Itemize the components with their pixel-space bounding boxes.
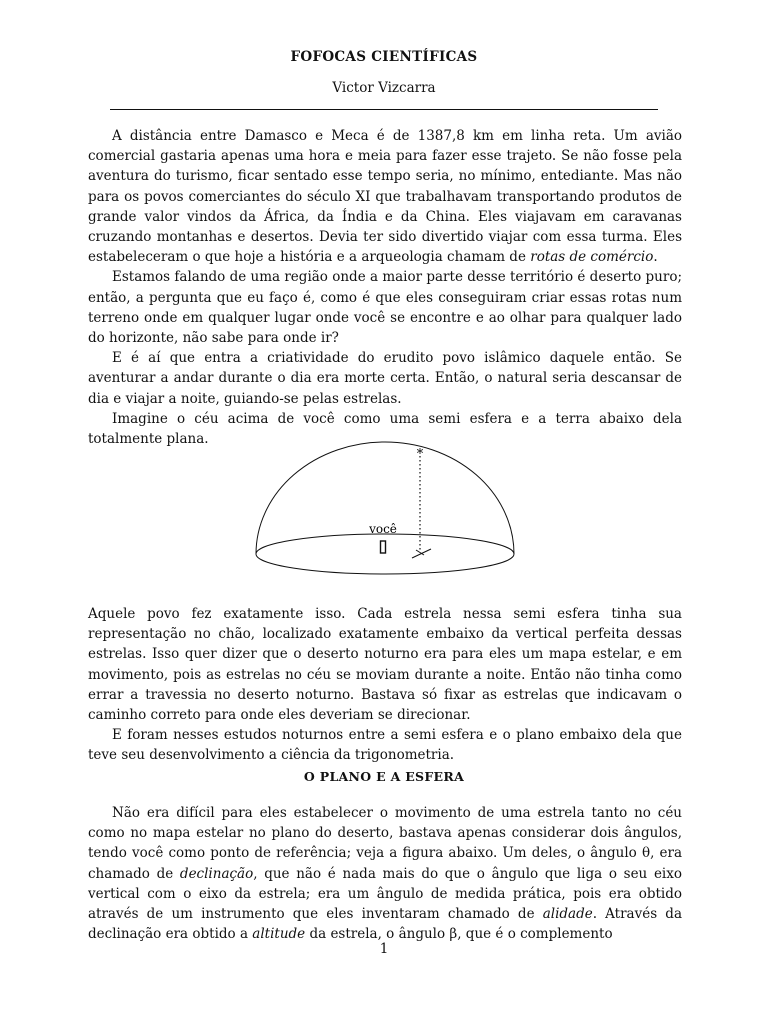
star-marker: * (416, 447, 424, 462)
emphasis-declinacao: declinação (179, 865, 254, 882)
emphasis-alidade: alidade (542, 906, 593, 923)
sky-hemisphere-arc (256, 442, 514, 554)
paragraph-7-text-d: da estrela, o ângulo β, que é o complemento (305, 926, 613, 943)
author-name: Victor Vizcarra (332, 80, 436, 96)
hemisphere-figure (250, 434, 520, 586)
title-divider (110, 109, 658, 110)
plane-sphere-section (88, 803, 682, 944)
paragraph-7 (88, 803, 682, 944)
person-label: você (369, 522, 397, 536)
emphasis-altitude: altitude (252, 926, 306, 943)
section-heading: O PLANO E A ESFERA (303, 769, 465, 784)
paragraph-7-text-a: Não era difícil para eles estabelecer o movimento de uma estrela tanto no céu como no mapa estelar no plano do deserto, bastava apenas considerar dois ângulos, tendo você como ponto de referência; veja a figura abaixo. Um deles, o ângulo θ, era chamado de (88, 805, 682, 882)
document-title: FOFOCAS CIENTÍFICAS (290, 49, 478, 65)
paragraph-7-text-b: , que não é nada mais do que o ângulo que liga o seu eixo vertical com o eixo da estrela; era um ângulo de medida prática, pois era obtido através de um instrumento que eles inventaram chamado de (88, 865, 682, 923)
person-marker (381, 541, 386, 553)
paragraph-6: E foram nesses estudos noturnos entre a semi esfera e o plano embaixo dela que teve seu desenvolvimento a ciência da trigonometria. (88, 727, 682, 764)
paragraph-1-text-a: A distância entre Damasco e Meca é de 1387,8 km em linha reta. Um avião comercial gastaria apenas uma hora e meia para fazer esse trajeto. Se não fosse pela aventura do turismo, ficar sentado esse tempo seria, no mínimo, entediante. Mas não para os povos comerciantes do século XI que trabalhavam transportando produtos de grande valor vindos da África, da Índia e da China. Eles viajavam em caravanas cruzando montanhas e desertos. Devia ter sido divertido viajar com essa turma. Eles estabeleceram o que hoje a história e a arqueologia chamam de (88, 128, 682, 266)
paragraph-4: Imagine o céu acima de você como uma semi esfera e a terra abaixo dela totalmente plana. (88, 410, 682, 448)
paragraph-5: Aquele povo fez exatamente isso. Cada estrela nessa semi esfera tinha sua representação no chão, localizado exatamente embaixo da vertical perfeita dessas estrelas. Isso quer dizer que o deserto noturno era para eles um mapa estelar, e em movimento, pois as estrelas no céu se moviam durante a noite. Então não tinha como errar a travessia no deserto noturno. Bastava só fixar as estrelas que indicavam o caminho correto para onde eles deveriam se direcionar. (88, 606, 682, 724)
page-number: 1 (379, 941, 389, 957)
paragraph-2: Estamos falando de uma região onde a maior parte desse território é deserto puro; então, a pergunta que eu faço é, como é que eles conseguiram criar essas rotas num terreno onde em qualquer lugar onde você se encontre e ao olhar para qualquer lado do horizonte, não sabe para onde ir? (88, 269, 682, 347)
paragraph-1-end: . (653, 249, 658, 266)
ground-plane-ellipse (256, 534, 514, 574)
paragraph-1 (88, 126, 682, 267)
paragraph-3: E é aí que entra a criatividade do erudito povo islâmico daquele então. Se aventurar a andar durante o dia era morte certa. Então, o natural seria descansar de dia e viajar a noite, guiando-se pelas estrelas. (88, 350, 682, 407)
paragraph-7-text-c: . Através da declinação era obtido a (88, 906, 682, 943)
after-figure-section (88, 604, 682, 766)
emphasis-rotas-de-comercio: rotas de comércio (530, 249, 654, 266)
intro-section (88, 126, 682, 449)
